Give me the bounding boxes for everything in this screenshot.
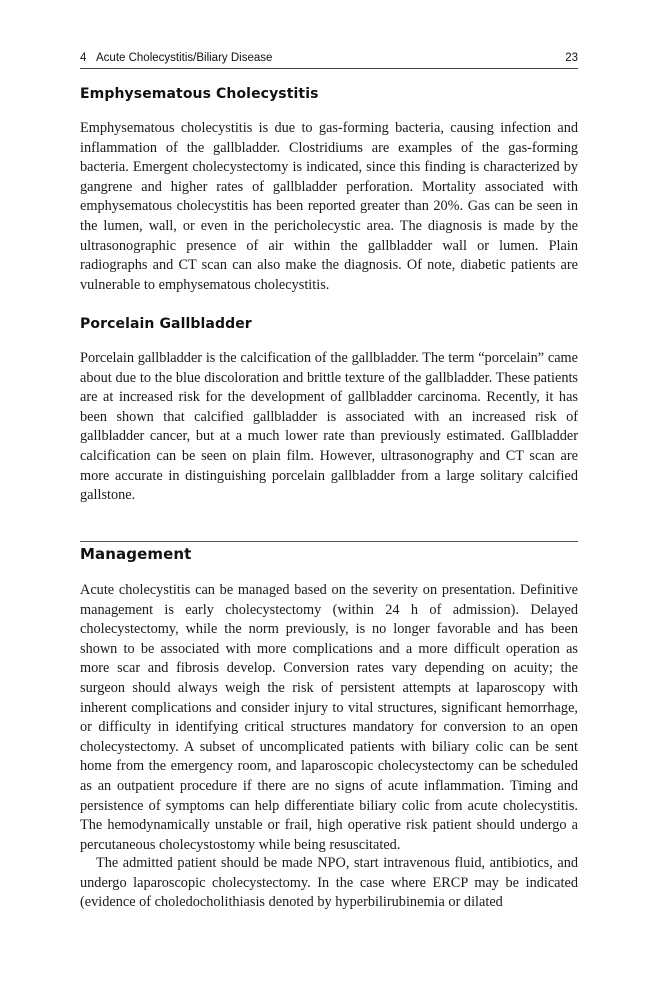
section-rule bbox=[80, 541, 578, 542]
chapter-title: Acute Cholecystitis/Biliary Disease bbox=[96, 52, 273, 64]
paragraph-porcelain: Porcelain gallbladder is the calcification of the gallbladder. The term “porcelain” came about due to the blue discoloration and brittle texture of the gallbladder. These patients are at increased risk for the development of gallbladder carcinoma. Recently, it has been shown that calcified gallbladder is associated with an increased risk of gallbladder cancer, but at a much lower rate than previously estimated. Gallbladder calcification can be seen on plain film. However, ultrasonography and CT scan are more accurate in distinguishing porcelain gallbladder from a large solitary calcified gallstone. bbox=[80, 350, 578, 504]
running-head-chapter bbox=[80, 52, 272, 64]
paragraph-management-1: Acute cholecystitis can be managed based on the severity on presentation. Definitive management is early cholecystectomy (within 24 h of admission). Delayed cholecystectomy, while the norm previously, is no longer favorable and has been shown to be associated with more complications and a more difficult operation as more scar and fibrosis develop. Conversion rates vary depending on acuity; the surgeon should always weigh the risk of persistent attempts at laparoscopy with inherent complications and consider injury to vital structures, significant hemorrhage, or difficulty in identifying critical structures mandatory for conversion to an open cholecystectomy. A subset of uncomplicated patients with biliary colic can be sent home from the emergency room, and laparoscopic cholecystectomy can be scheduled as an outpatient procedure if there are no signs of acute inflammation. Timing and persistence of symptoms can help differentiate biliary colic from acute cholecystitis. The hemodynamically unstable or frail, high operative risk patient should undergo a percutaneous cholecystostomy while being resuscitated. bbox=[80, 582, 578, 853]
page-number: 23 bbox=[565, 52, 578, 64]
chapter-number: 4 bbox=[80, 52, 87, 64]
section-heading-management: Management bbox=[80, 545, 192, 563]
header-rule bbox=[80, 68, 578, 69]
paragraph-emphysematous: Emphysematous cholecystitis is due to gas-forming bacteria, causing infection and inflammation of the gallbladder. Clostridiums are examples of the gas-forming bacteria. Emergent cholecystectomy is indicated, since this finding is characterized by gangrene and higher rates of gallbladder perforation. Mortality associated with emphysematous cholecystitis has been reported greater than 20%. Gas can be seen in the lumen, wall, or even in the pericholecystic area. The diagnosis is made by the ultrasonographic presence of air within the gallbladder wall or lumen. Plain radiographs and CT scan can also make the diagnosis. Of note, diabetic patients are vulnerable to emphysematous cholecystitis. bbox=[80, 120, 578, 293]
section-heading-emphysematous: Emphysematous Cholecystitis bbox=[80, 86, 319, 102]
paragraph-management-2: The admitted patient should be made NPO, start intravenous fluid, antibiotics, and undergo laparoscopic cholecystectomy. In the case where ERCP may be indicated (evidence of choledocholithiasis denoted by hyperbilirubinemia or dilated bbox=[80, 855, 578, 911]
section-heading-porcelain: Porcelain Gallbladder bbox=[80, 316, 252, 332]
running-head bbox=[80, 52, 578, 68]
